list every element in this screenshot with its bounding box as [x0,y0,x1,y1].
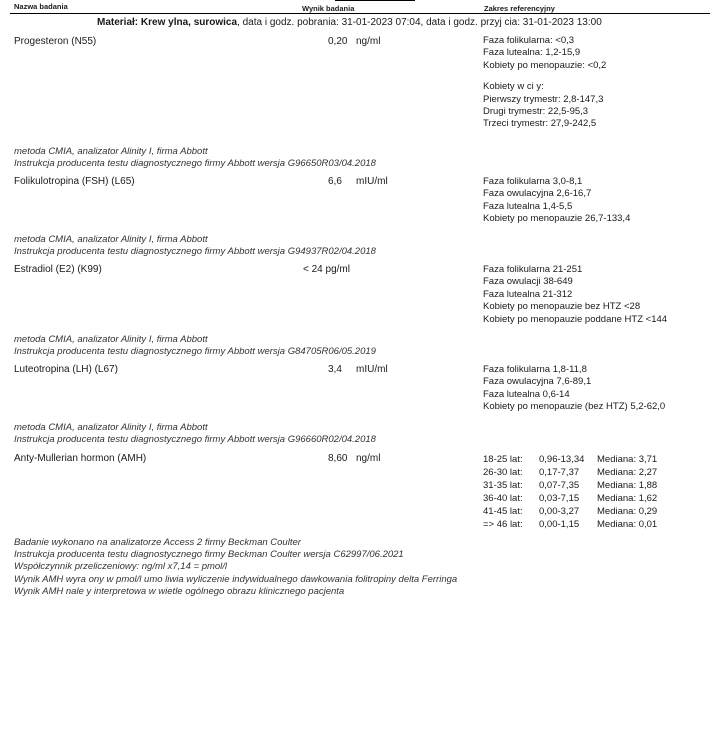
amh-range: 0,00-3,27 [539,506,580,517]
amh-age: => 46 lat: [483,519,523,530]
table-row [483,466,657,479]
method-note: metoda CMIA, analizator Alinity I, firma Abbott [14,146,208,157]
method-note: metoda CMIA, analizator Alinity I, firma Abbott [14,234,208,245]
amh-median: Mediana: 2,27 [597,467,658,478]
method-note: metoda CMIA, analizator Alinity I, firma Abbott [14,334,208,345]
instruction-note: Instrukcja producenta testu diagnostycznego firmy Abbott wersja G94937R02/04.2018 [14,246,376,257]
ref-line: Faza owulacyjna 7,6-89,1 [483,376,592,388]
ref-line: Faza lutealna 21-312 [483,288,573,300]
test-name: Progesteron (N55) [14,36,97,47]
material-label: Materiał: Krew ylna, surowica [97,17,238,28]
ref-line: Kobiety po menopauzie bez HTZ <28 [483,301,641,313]
ref-line: Pierwszy trymestr: 2,8-147,3 [483,93,604,105]
ref-line: Drugi trymestr: 22,5-95,3 [483,106,589,118]
reference-range [483,176,630,226]
ref-line: Trzeci trymestr: 27,9-242,5 [483,118,597,130]
footer-line: Współczynnik przeliczeniowy: ng/ml x7,14 = pmol/l [14,561,228,573]
footer-line: Instrukcja producenta testu diagnostycznego firmy Beckman Coulter wersja C62997/06.2021 [14,549,404,561]
reference-range [483,264,667,326]
header-col-result: Wynik badania [302,4,355,13]
ref-line: Kobiety po menopauzie: <0,2 [483,59,607,71]
amh-age: 41-45 lat: [483,506,523,517]
footer-notes [14,537,457,598]
amh-age: 36-40 lat: [483,493,523,504]
ref-line: Faza folikularna 1,8-11,8 [483,364,587,375]
ref-line: Kobiety w ci y: [483,81,544,93]
test-unit: ng/ml [356,36,381,47]
ref-line: Faza lutealna: 1,2-15,9 [483,47,581,59]
amh-median: Mediana: 0,29 [597,506,658,517]
instruction-note: Instrukcja producenta testu diagnostycznego firmy Abbott wersja G96660R02/04.2018 [14,434,376,445]
test-name: Luteotropina (LH) (L67) [14,364,118,375]
table-header [0,0,720,14]
reference-range [483,35,606,131]
amh-range: 0,96-13,34 [539,454,585,465]
ref-line: Faza owulacyjna 2,6-16,7 [483,188,592,200]
header-col-name: Nazwa badania [14,2,68,11]
test-name: Folikulotropina (FSH) (L65) [14,176,135,187]
header-col-reference: Zakres referencyjny [484,4,555,13]
footer-line: Badanie wykonano na analizatorze Access 2 firmy Beckman Coulter [14,537,301,548]
test-unit: mIU/ml [356,176,388,187]
ref-line: Faza folikularna 21-251 [483,264,583,275]
amh-median: Mediana: 1,62 [597,493,658,504]
test-unit: ng/ml [356,453,381,464]
test-name: Estradiol (E2) (K99) [14,264,102,275]
amh-range: 0,17-7,37 [539,467,580,478]
header-rule [10,13,710,14]
test-name: Anty-Mullerian hormon (AMH) [14,453,147,464]
amh-age: 31-35 lat: [483,480,523,491]
test-value: 3,4 [328,364,342,375]
footer-line: Wynik AMH wyra ony w pmol/l umo liwia wyliczenie indywidualnego dawkowania folitropiny delta Ferringa [14,573,458,585]
amh-median: Mediana: 3,71 [597,454,658,465]
footer-line: Wynik AMH nale y interpretowa w wietle ogólnego obrazu klinicznego pacjenta [14,585,345,597]
ref-line: Kobiety po menopauzie (bez HTZ) 5,2-62,0 [483,401,666,413]
test-value: 8,60 [328,453,348,464]
table-row [483,453,657,466]
test-value: 6,6 [328,176,342,187]
table-row [483,492,657,505]
instruction-note: Instrukcja producenta testu diagnostycznego firmy Abbott wersja G84705R06/05.2019 [14,346,376,357]
ref-line: Faza folikularna 3,0-8,1 [483,176,583,187]
ref-line: Faza folikularna: <0,3 [483,35,575,46]
amh-age: 18-25 lat: [483,454,523,465]
ref-spacer [483,72,606,81]
ref-line: Faza lutealna 1,4-5,5 [483,200,573,212]
ref-line: Kobiety po menopauzie 26,7-133,4 [483,213,631,225]
ref-line: Faza lutealna 0,6-14 [483,388,570,400]
instruction-note: Instrukcja producenta testu diagnostycznego firmy Abbott wersja G96650R03/04.2018 [14,158,376,169]
ref-line: Faza owulacji 38-649 [483,276,573,288]
amh-age: 26-30 lat: [483,467,523,478]
table-row [483,505,657,518]
test-unit: mIU/ml [356,364,388,375]
amh-median: Mediana: 0,01 [597,519,658,530]
method-note: metoda CMIA, analizator Alinity I, firma Abbott [14,422,208,433]
test-value: < 24 pg/ml [303,264,350,275]
amh-range: 0,03-7,15 [539,493,580,504]
reference-range [483,364,665,414]
amh-reference-table [483,453,657,531]
material-line [97,17,602,28]
amh-median: Mediana: 1,88 [597,480,658,491]
test-value: 0,20 [328,36,348,47]
amh-range: 0,00-1,15 [539,519,580,530]
table-row [483,518,657,531]
amh-range: 0,07-7,35 [539,480,580,491]
table-row [483,479,657,492]
ref-line: Kobiety po menopauzie poddane HTZ <144 [483,313,668,325]
material-dates: , data i godz. pobrania: 31-01-2023 07:04, data i godz. przyj cia: 31-01-2023 13:00 [237,17,602,28]
header-top-rule [335,0,415,1]
